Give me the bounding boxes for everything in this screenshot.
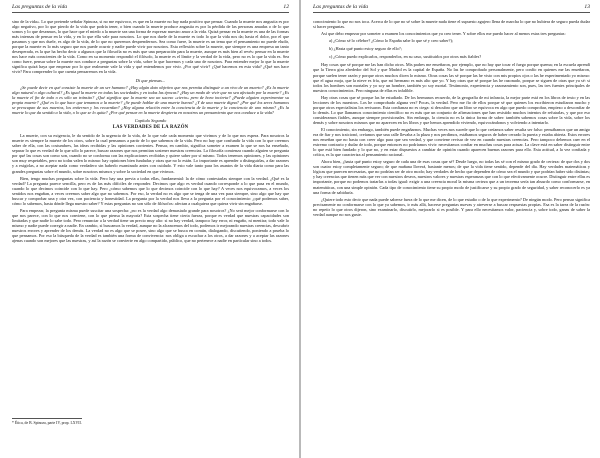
right-header-title: Las preguntas de la vida: [313, 4, 369, 10]
right-page-number: 13: [584, 4, 590, 10]
footnote-rule: [12, 418, 82, 419]
question-list: [313, 38, 590, 59]
chapter-label: Capítulo Segundo: [134, 118, 167, 123]
paragraph: La muerte, con su exigencia, le da sentido de la urgencia de la vida, de lo que vale cada momento que vivimos y de lo que nos espera. Para nosotros la muerte es siempre la muerte de los otros, sobre la cual pensamos a partir de lo que sabemos de la vida. Pero no hay que confundir la vida con lo que creemos saber de ella, con las costumbres, las ideas recibidas y las opiniones corrientes. Pensar, en cambio, significa someter a examen lo que se nos ha enseñado, separar lo que es verdad de lo que sólo lo parece, buscar razones que nos permitan sostener nuestras creencias. La filosofía comienza cuando alguien se pregunta por qué las cosas son como son, cuando no se conforma con las explicaciones recibidas y quiere saber por sí mismo. Todos tenemos opiniones, y las opiniones son muy respetables, pero no todas valen lo mismo: hay opiniones bien fundadas y otras que no lo están. Lo importante es aprender a distinguirlas, a dar razones y a exigirlas, a no aceptar nada como verdadero sin haberlo examinado antes con cuidado. Y esto vale tanto para los asuntos de la vida diaria como para las grandes preguntas sobre el mundo, sobre nosotros mismos y sobre la sociedad en que vivimos.: [12, 133, 289, 174]
right-running-header: [313, 4, 590, 12]
paragraph: Bien, tengo muchas preguntas sobre la vida. Pero hay una previa a todas ellas, fundamental: la de cómo contestarlas siempre con la verdad. ¿Qué es la verdad? La pregunta parece sencilla, pero es de las más difíciles de responder. Decimos que algo es verdad cuando corresponde a lo que pasa en el mundo, cuando lo que decimos coincide con lo que hay. Pero ¿cómo sabemos que lo que decimos coincide con lo que hay? A veces nos equivocamos, a veces los sentidos nos engañan, a veces creemos saber algo que no sabemos. Por eso, la verdad no es algo que se tenga de una vez para siempre, sino algo que hay que buscar y comprobar una y otra vez, con paciencia y honestidad. La pregunta por la verdad nos lleva a la pregunta por el conocimiento: ¿qué podemos saber, cómo lo sabemos, hasta dónde llega nuestro saber? Y estas preguntas no son sólo de filósofos: afectan a cualquiera que quiera vivir sin engañarse.: [12, 175, 289, 206]
left-header-rule: [12, 12, 289, 13]
footnote-area: [12, 418, 289, 426]
paragraph: Hay otras cosas que sé porque las he estudiado. De los hermanos recuerdo, de la geografía de mi infancia, la mejor parte está en los libros de texto y en las lecciones de los maestros. Los he comprobado alguna vez? Pocas, la verdad. Pero me fío de ellos porque sé que quienes los escribieron estudiaron mucho y porque otros especialistas los revisaron. Esta confianza no es ciega: si descubro que un libro se equivoca en algo que puedo comprobar, empiezo a desconfiar de lo demás. Lo que llamamos conocimiento científico no es más que un conjunto de afirmaciones que han resistido muchos intentos de refutarlas, y que por eso consideramos fiables, aunque siempre provisionales. Sin embargo, la ciencia no es la única forma de saber: también sabemos cosas sobre la vida, sobre los demás y sobre nosotros mismos que no aparecen en los libros y que hemos aprendido viviendo, equivocándonos y volviendo a intentarlo.: [313, 94, 590, 125]
left-page: [0, 0, 299, 458]
prompt-heading: Di que piensas...: [135, 77, 166, 83]
question-item: c) ¿Cómo puedo explicarlos, responderlos, en su caso, sustituirlos por otros más fiables?: [329, 54, 482, 60]
left-header-title: Las preguntas de la vida: [12, 4, 68, 10]
paragraph: ¿Quiere todo esto decir que nada puede saberse fuera de lo que me dicen, de lo que estudio o de lo que experimento? De ningún modo. Pero pensar significa precisamente no conformarse con lo que ya sabemos, ir más allá, hacerse preguntas nuevas y atreverse a buscar respuestas propias. Esa es la tarea de la razón: no repetir lo que otros dijeron, sino examinarlo, discutirlo, mejorarlo si es posible. Y para ello necesitamos valor, paciencia y, sobre todo, ganas de saber la verdad aunque no nos guste.: [313, 196, 590, 217]
question-item: a) ¿Cómo sé lo célebre? ¿Cómo lo España sabe lo que sé y creo saber?);: [329, 38, 454, 44]
left-page-number: 12: [283, 4, 289, 10]
left-running-header: [12, 4, 289, 12]
paragraph: Ahora bien, ¿hasta qué punto estoy seguro de cada una de esas cosas que sé? Desde luego, no todas las sé con el mismo grado de certeza: de que dos y dos son cuatro estoy completamente seguro; de que mañana lloverá, bastante menos; de que la vida tiene sentido, depende del día. Hay verdades matemáticas y lógicas que parecen necesarias, que no podrían ser de otro modo; hay verdades de hecho que dependen de cómo sea el mundo y que podrían haber sido distintas; y hay creencias que tienen más que ver con nuestros deseos, nuestros valores y nuestras esperanzas que con lo que efectivamente ocurre. Distinguir entre ellas es importante, porque no podemos tratarlas a todas igual: exigir a una creencia moral la misma certeza que a un teorema sería tan absurdo como conformarse, en matemáticas, con una simple opinión. Cada tipo de conocimiento tiene su propio modo de justificarse y su propio grado de seguridad, y saber reconocerlo es ya una forma de sabiduría.: [313, 159, 590, 195]
question-item: b) ¿Hasta qué punto estoy seguro de ello?;: [329, 46, 402, 52]
paragraph: sino de la vida». Lo que pretende señalar Spinoza, si no me equivoco, es que en la muerte no hay nada positivo que pensar. Cuando la muerte nos angustia es por algo negativo, por lo que pierdo de la vida que podría tener, o bien cuando la muerte produce angustia es por la pérdida de las personas amadas o de lo que somos y lo que deseamos, lo que hace que el miedo a la muerte sea una forma de expresar nuestro amor a la vida. Quizá pensar en la muerte es una de las formas más intensas de pensar en la vida, y en lo que ella vale para nosotros. Lo que nos duele de la muerte es todo lo que la vida nos da; hasta el dolor, por el que pasamos y que nos duele, es algo de la vida, de lo que no queremos desprendernos. Sea como fuere, la muerte es un tema que el pensamiento no puede eludir, porque la muerte es lo más seguro que nos puede ocurrir y nadie puede vivir por nosotros. Esta reflexión sobre la muerte, que siempre es una empresa un tanto desesperada, es la que ha hecho decir a algunos que la filosofía no es más que una preparación para la muerte, aunque es más bien al revés: pensar en la muerte nos hace más conscientes de la vida. Como en su momento respondió el filósofo, la muerte es el límite y la verdad de la vida, pero no es lo que la vida es. Sea como fuere, pensar sobre la muerte nos conduce a preguntas sobre la vida, sobre lo que hacemos y cada uno de nosotros. Para entender mejor lo que la muerte significa quizá haya que empezar por lo que realmente vale la vida y qué entendemos por vivir. ¿Por qué vivir? ¿Qué hacemos en esta vida? ¿Qué nos hace vivir? Para comprender lo que cuenta pensaremos en la vida.: [12, 19, 289, 75]
paragraph: Para empezar, la pregunta misma puede suscitar una sospecha: ¿no es la verdad algo demasiado grande para nosotros? ¿No será mejor conformarse con lo que nos parece, con lo que nos conviene, con lo que piensa la mayoría? Esta sospecha tiene cierta fuerza, porque es verdad que nuestras capacidades son limitadas y que nadie lo sabe todo. Pero renunciar a la verdad tiene un precio muy alto: si no hay verdad, tampoco hay error, ni engaño, ni mentira; todo vale lo mismo y nadie puede corregir a nadie. En cambio, si buscamos la verdad, aunque no la alcancemos del todo, podemos ir mejorando nuestras creencias, descubrir nuestros errores y aprender de los demás. La verdad no es algo que se posee, sino algo que se busca en común, dialogando, discutiendo, poniendo a prueba lo que pensamos. Por eso la búsqueda de la verdad es también una forma de convivencia: nos obliga a escuchar a los otros, a dar razones y a aceptar las razones ajenas cuando son mejores que las nuestras, y así la razón se convierte en algo compartido, público, que no pertenece a nadie en particular sino a todos.: [12, 207, 289, 244]
paragraph: conocimiento lo que no nos toca. Acerca de lo que no sé sobre la muerte nada tiene el supuesto agujero llena de marcha lo que no hubiera de seguro pueda dudar si hacer preguntas.: [313, 19, 590, 30]
paragraph: Hay cosas que sé porque me las han dicho otros. Mis padres me enseñaron, por ejemplo, que no hay que tocar el fuego porque quema; en la escuela aprendí que la Tierra gira alrededor del Sol y que Madrid es la capital de España. No las he comprobado personalmente, pero confío en quienes me las enseñaron, porque suelen tener razón y porque otros muchos dicen lo mismo. Otras cosas las sé porque las he visto con mis propios ojos o las he experimentado yo mismo: que el agua moja, que la nieve es fría, que mi hermano es más alto que yo. Y hay otras que sé porque las he razonado, porque se siguen de otras que ya sé: si todos los hombres son mortales y yo soy un hombre, también yo soy mortal. Testimonio, experiencia y razonamiento son, pues, las tres fuentes principales de nuestros conocimientos. Pero ninguna de ellas es infalible.: [313, 62, 590, 93]
paragraph: El conocimiento, sin embargo, también puede engañarnos. Muchas veces nos sucede que lo que creíamos saber resulta ser falso: pensábamos que un amigo era de fiar y nos traicionó, creíamos que una calle llevaba a la plaza y nos perdimos, estábamos seguros de haber cerrado la puerta y estaba abierta. Estos errores nos enseñan que no basta con creer algo para que sea verdad, y que conviene revisar de vez en cuando nuestras creencias. Pero tampoco debemos caer en el extremo contrario y dudar de todo, porque entonces no podríamos vivir: necesitamos confiar en muchas cosas para actuar. La clave está en saber distinguir entre lo que está bien fundado y lo que no, y en estar dispuestos a cambiar de opinión cuando aparecen buenas razones para ello. Esta actitud, a la vez confiada y crítica, es la que caracteriza al pensamiento racional.: [313, 126, 590, 158]
paragraph: Así que debo empezar por someter a examen los conocimientos que ya creo tener. Y sobre ellos me puedo hacer al menos estas tres preguntas:: [321, 31, 566, 37]
right-header-rule: [313, 12, 590, 13]
chapter-title: LAS VERDADES DE LA RAZÓN: [112, 125, 189, 131]
footnote: * Ética, de B. Spinoza, parte IV, prop. LXVII.: [12, 421, 82, 425]
questions-paragraph: ¿Se puede decir en qué consiste la muerte de un ser humano? ¿Hay algún dato objetivo que nos permita distinguir a un vivo de un muerto? ¿Es la muerte algo natural o algo cultural? ¿Es igual la muerte en todas las sociedades y en todas las épocas? ¿Hay un modo de vivir que no sea afectado por la muerte? ¿Es la muerte el fin de todo o es sólo un tránsito? ¿Qué significa que la muerte sea un suceso «cierto» pero de hora incierta? ¿Puede alguien experimentar su propia muerte? ¿Qué es lo que hace que temamos a la muerte? ¿Se puede hablar de una muerte buena? ¿Y de una muerte digna? ¿Por qué los seres humanos se preocupan de sus muertos, los entierran y los recuerdan? ¿Hay alguna relación entre la conciencia de la muerte y la conciencia de uno mismo? ¿Es la muerte lo que da sentido a la vida, o lo que se lo quita? ¿Por qué pensar en la muerte despierta en nosotros un pensamiento que nos conduce a la vida?: [12, 84, 289, 115]
right-page: [301, 0, 600, 458]
